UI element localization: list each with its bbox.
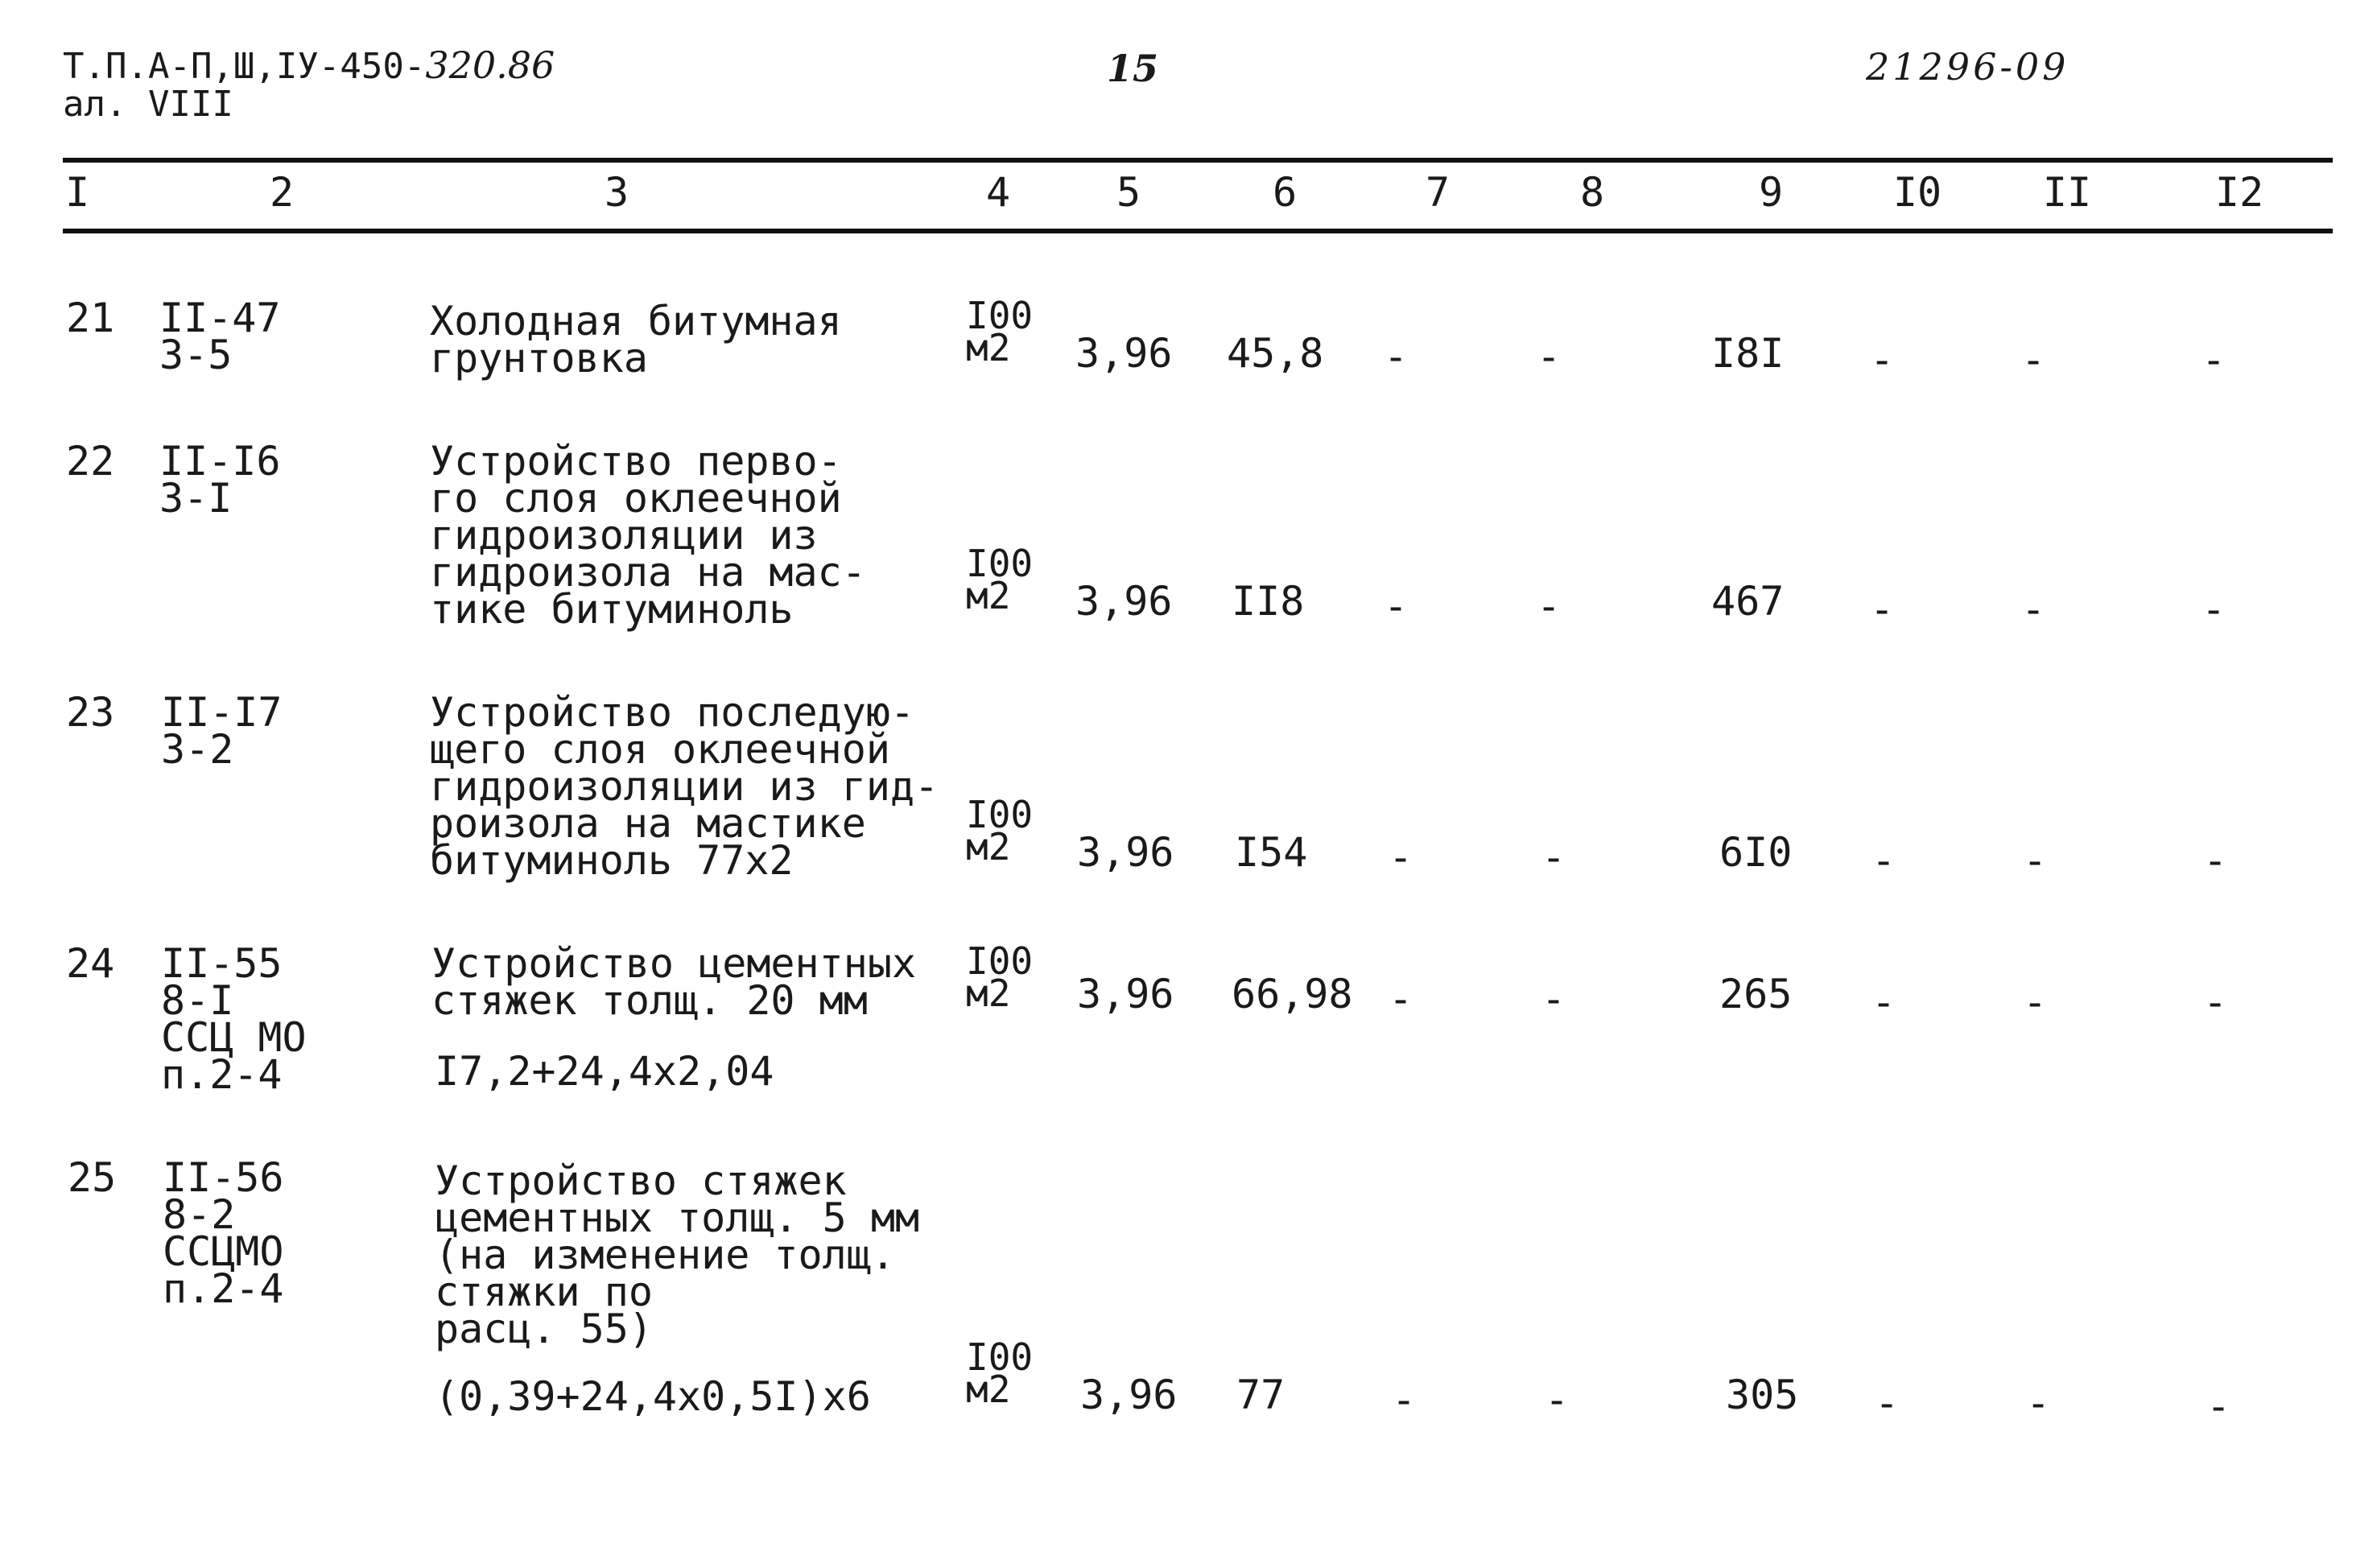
row-unit: I00 м2 — [966, 542, 1034, 617]
row-col7: - — [1383, 583, 1409, 629]
row-col6: 77 — [1236, 1372, 1285, 1418]
row-col10: - — [1871, 979, 1896, 1025]
column-number: 6 — [1272, 169, 1298, 216]
row-col7: - — [1383, 333, 1409, 380]
row-quantity: 3,96 — [1080, 1372, 1178, 1418]
row-unit: I00 м2 — [966, 1335, 1034, 1411]
row-description: Устройство последую- щего слоя оклеечной гидроизоляции из гид- роизола на мастике битуминоль 77х2 — [430, 689, 939, 884]
column-number: 4 — [985, 169, 1011, 216]
row-description: Устройство перво- го слоя оклеечной гидроизоляции из гидроизола на мас- тике битуминоль — [430, 438, 866, 633]
row-col11: - — [2020, 586, 2046, 633]
row-col7: - — [1388, 976, 1413, 1022]
project-code-suffix: 320.86 — [425, 43, 555, 87]
document-number: 21296-09 — [1866, 45, 2070, 89]
row-col10: - — [1869, 586, 1895, 633]
row-quantity: 3,96 — [1077, 971, 1174, 1017]
column-number: II — [2042, 169, 2092, 216]
row-code: II-I7 3-2 — [161, 689, 283, 773]
row-quantity: 3,96 — [1075, 330, 1173, 377]
row-col7: - — [1391, 1376, 1417, 1423]
row-col12: - — [2201, 336, 2226, 383]
row-formula: (0,39+24,4х0,5I)х6 — [435, 1373, 871, 1420]
row-col12: - — [2206, 1383, 2231, 1430]
row-quantity: 3,96 — [1075, 578, 1173, 625]
row-number: 25 — [68, 1154, 117, 1201]
row-col7: - — [1388, 834, 1413, 881]
row-col8: - — [1541, 976, 1566, 1022]
row-code: II-56 8-2 ССЦМО п.2-4 — [163, 1154, 284, 1312]
row-col6: 45,8 — [1227, 330, 1324, 377]
header-top-rule — [63, 158, 2333, 163]
row-col6: 66,98 — [1232, 971, 1353, 1017]
row-description: Холодная битумная грунтовка — [430, 298, 842, 382]
row-col9: I8I — [1711, 330, 1785, 377]
row-col12: - — [2202, 837, 2228, 884]
row-col11: - — [2022, 979, 2048, 1025]
row-col9: 467 — [1711, 578, 1785, 625]
column-number: 3 — [604, 169, 629, 216]
row-col12: - — [2201, 586, 2226, 633]
row-code: II-I6 3-I — [159, 438, 281, 522]
row-col10: - — [1874, 1380, 1900, 1426]
row-col10: - — [1871, 837, 1896, 884]
project-code — [63, 43, 555, 87]
row-col8: - — [1536, 333, 1562, 380]
column-number: 7 — [1425, 169, 1451, 216]
row-unit: I00 м2 — [966, 294, 1034, 369]
row-description: Устройство цементных стяжек толщ. 20 мм — [431, 940, 917, 1024]
row-col8: - — [1541, 834, 1566, 881]
row-code: II-47 3-5 — [159, 295, 281, 378]
column-number: 2 — [269, 169, 295, 216]
row-description: Устройство стяжек цементных толщ. 5 мм (на изменение толщ. стяжки по расц. 55) — [435, 1157, 920, 1352]
row-col9: 6I0 — [1719, 829, 1793, 876]
row-col8: - — [1544, 1376, 1570, 1423]
column-number: I0 — [1892, 169, 1942, 216]
row-col11: - — [2022, 837, 2048, 884]
project-code-main: Т.П.А-П,Ш,IУ-450- — [63, 46, 426, 87]
album-label: ал. VIII — [63, 84, 233, 125]
row-col11: - — [2025, 1380, 2051, 1426]
row-quantity: 3,96 — [1077, 829, 1174, 876]
row-number: 22 — [66, 438, 115, 485]
row-col6: II8 — [1232, 578, 1305, 625]
row-col9: 305 — [1726, 1372, 1799, 1418]
row-col9: 265 — [1719, 971, 1793, 1017]
page-number: 15 — [1107, 47, 1159, 90]
column-number: 5 — [1116, 169, 1141, 216]
row-col10: - — [1869, 336, 1895, 383]
column-number: I — [64, 169, 90, 216]
row-number: 23 — [66, 689, 115, 736]
column-number: I2 — [2214, 169, 2264, 216]
row-col6: I54 — [1235, 829, 1308, 876]
row-col12: - — [2202, 979, 2228, 1025]
header-bottom-rule — [63, 229, 2333, 233]
row-code: II-55 8-I ССЦ МО п.2-4 — [161, 940, 307, 1098]
row-number: 24 — [66, 940, 115, 987]
row-unit: I00 м2 — [966, 939, 1034, 1015]
column-number: 8 — [1579, 169, 1605, 216]
row-col11: - — [2020, 336, 2046, 383]
row-unit: I00 м2 — [966, 793, 1034, 869]
column-number: 9 — [1758, 169, 1784, 216]
row-formula: I7,2+24,4х2,04 — [435, 1048, 774, 1095]
row-col8: - — [1536, 583, 1562, 629]
row-number: 21 — [66, 295, 115, 341]
